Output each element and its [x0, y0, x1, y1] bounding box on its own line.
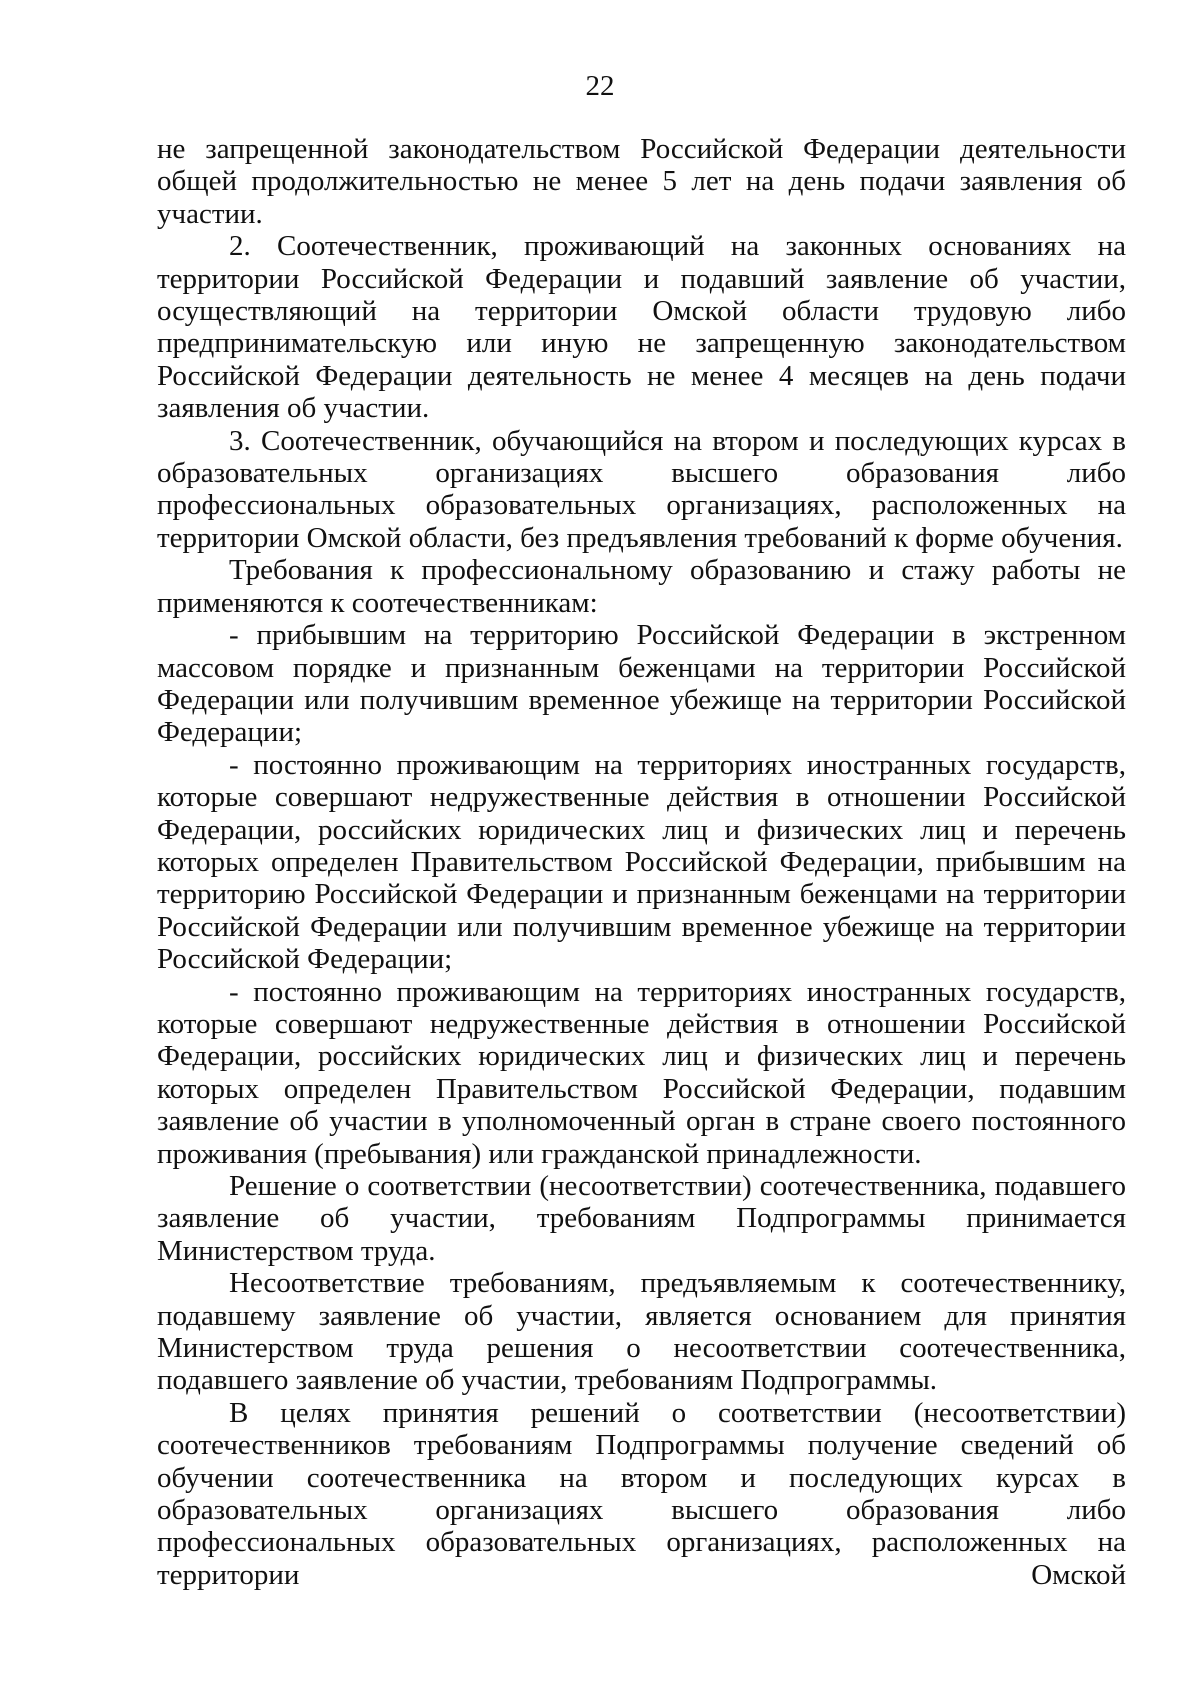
list-item-refugees: - прибывшим на территорию Российской Федерации в экстренном массовом порядке и признанным беженцами на территории Российской Федерации или получившим временное убежище на территории Российской Федерации;	[157, 619, 1126, 749]
list-item-unfriendly-states-arrived: - постоянно проживающим на территориях иностранных государств, которые совершают недружественные действия в отношении Российской Федерации, российских юридических лиц и физических лиц и перечень которых определен Правительством Российской Федерации, прибывшим на территорию Российской Федерации и признанным беженцами на территории Российской Федерации или получившим временное убежище на территории Российской Федерации;	[157, 748, 1126, 976]
paragraph-item-3: 3. Соотечественник, обучающийся на втором и последующих курсах в образовательных организациях высшего образования либо профессиональных образовательных организациях, расположенных на территории Омской области, без предъявления требований к форме обучения.	[157, 424, 1126, 554]
document-body	[157, 133, 1126, 1591]
paragraph-decision: Решение о соответствии (несоответствии) соотечественника, подавшего заявление об участии, требованиям Подпрограммы принимается Министерством труда.	[157, 1170, 1126, 1267]
paragraph-item-2: 2. Соотечественник, проживающий на законных основаниях на территории Российской Федерации и подавший заявление об участии, осуществляющий на территории Омской области трудовую либо предпринимательскую или иную не запрещенную законодательством Российской Федерации деятельность не менее 4 месяцев на день подачи заявления об участии.	[157, 230, 1126, 425]
paragraph-continuation: не запрещенной законодательством Российской Федерации деятельности общей продолжительностью не менее 5 лет на день подачи заявления об участии.	[157, 133, 1126, 230]
page-number: 22	[585, 70, 615, 102]
list-item-unfriendly-states-applied: - постоянно проживающим на территориях иностранных государств, которые совершают недружественные действия в отношении Российской Федерации, российских юридических лиц и физических лиц и перечень которых определен Правительством Российской Федерации, подавшим заявление об участии в уполномоченный орган в стране своего постоянного проживания (пребывания) или гражданской принадлежности.	[157, 975, 1126, 1170]
paragraph-requirements-exemption: Требования к профессиональному образованию и стажу работы не применяются к соотечественникам:	[157, 554, 1126, 619]
paragraph-verification: В целях принятия решений о соответствии (несоответствии) соотечественников требованиям Подпрограммы получение сведений об обучении соотечественника на втором и последующих курсах в образовательных организациях высшего образования либо профессиональных образовательных организациях, расположенных на территории Омской	[157, 1396, 1126, 1591]
paragraph-nonconformity: Несоответствие требованиям, предъявляемым к соотечественнику, подавшему заявление об участии, является основанием для принятия Министерством труда решения о несоответствии соотечественника, подавшего заявление об участии, требованиям Подпрограммы.	[157, 1267, 1126, 1397]
